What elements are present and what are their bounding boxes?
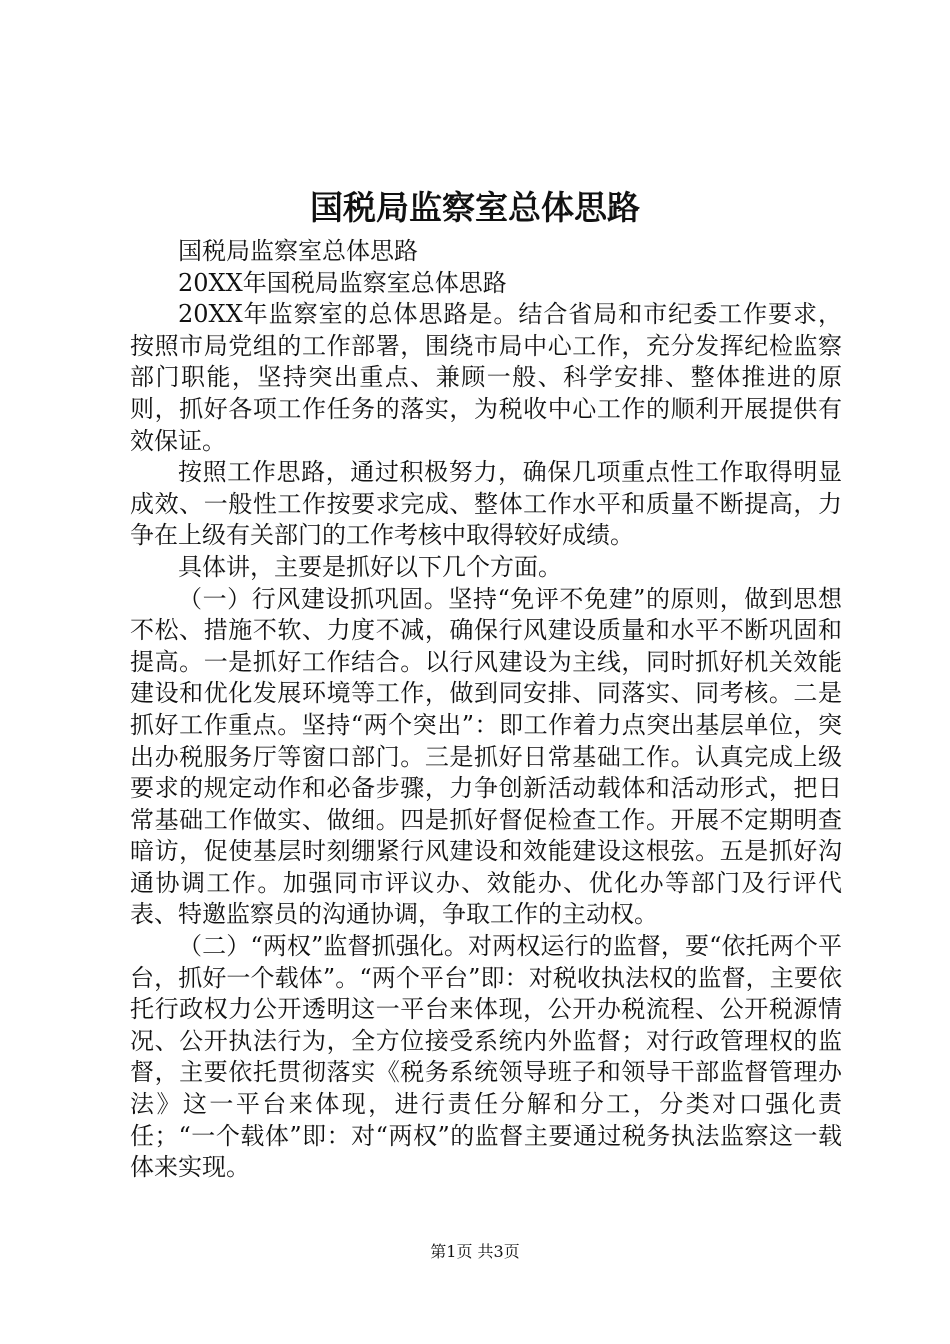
paragraph-heading-repeat: 国税局监察室总体思路 — [178, 237, 418, 265]
paragraph-intro-aspects: 具体讲，主要是抓好以下几个方面。 — [178, 552, 562, 581]
paragraph-section-two: （二）“两权”监督抓强化。对两权运行的监督，要“依托两个平台，抓好一个载体”。“两个平台”即：对税收执法权的监督，主要依托行政权力公开透明这一平台来体现，公开办税流程、公开税源情况、公开执法行为，全方位接受系统内外监督；对行政管理权的监督，主要依托贯彻落实《税务系统领导班子和领导干部监督管理办法》这一平台来体现，进行责任分解和分工，分类对口强化责任；“一个载体”即：对“两权”的监督主要通过税务执法监察这一载体来实现。 — [130, 932, 842, 1182]
paragraph-year-title: 20XX年国税局监察室总体思路 — [178, 268, 507, 297]
paragraph-goals: 按照工作思路，通过积极努力，确保几项重点性工作取得明显成效、一般性工作按要求完成、整体工作水平和质量不断提高，力争在上级有关部门的工作考核中取得较好成绩。 — [130, 458, 842, 550]
paragraph-overall-idea: 20XX年监察室的总体思路是。结合省局和市纪委工作要求，按照市局党组的工作部署，围绕市局中心工作，充分发挥纪检监察部门职能，坚持突出重点、兼顾一般、科学安排、整体推进的原则，抓好各项工作任务的落实，为税收中心工作的顺利开展提供有效保证。 — [130, 300, 842, 455]
document-title: 国税局监察室总体思路 — [310, 188, 640, 227]
page-footer: 第1页 共3页 — [430, 1242, 520, 1261]
document-body — [130, 236, 842, 1184]
paragraph-section-one: （一）行风建设抓巩固。坚持“免评不免建”的原则，做到思想不松、措施不软、力度不减，确保行风建设质量和水平不断巩固和提高。一是抓好工作结合。以行风建设为主线，同时抓好机关效能建设和优化发展环境等工作，做到同安排、同落实、同考核。二是抓好工作重点。坚持“两个突出”：即工作着力点突出基层单位，突出办税服务厅等窗口部门。三是抓好日常基础工作。认真完成上级要求的规定动作和必备步骤，力争创新活动载体和活动形式，把日常基础工作做实、做细。四是抓好督促检查工作。开展不定期明查暗访，促使基层时刻绷紧行风建设和效能建设这根弦。五是抓好沟通协调工作。加强同市评议办、效能办、优化办等部门及行评代表、特邀监察员的沟通协调，争取工作的主动权。 — [130, 584, 842, 929]
